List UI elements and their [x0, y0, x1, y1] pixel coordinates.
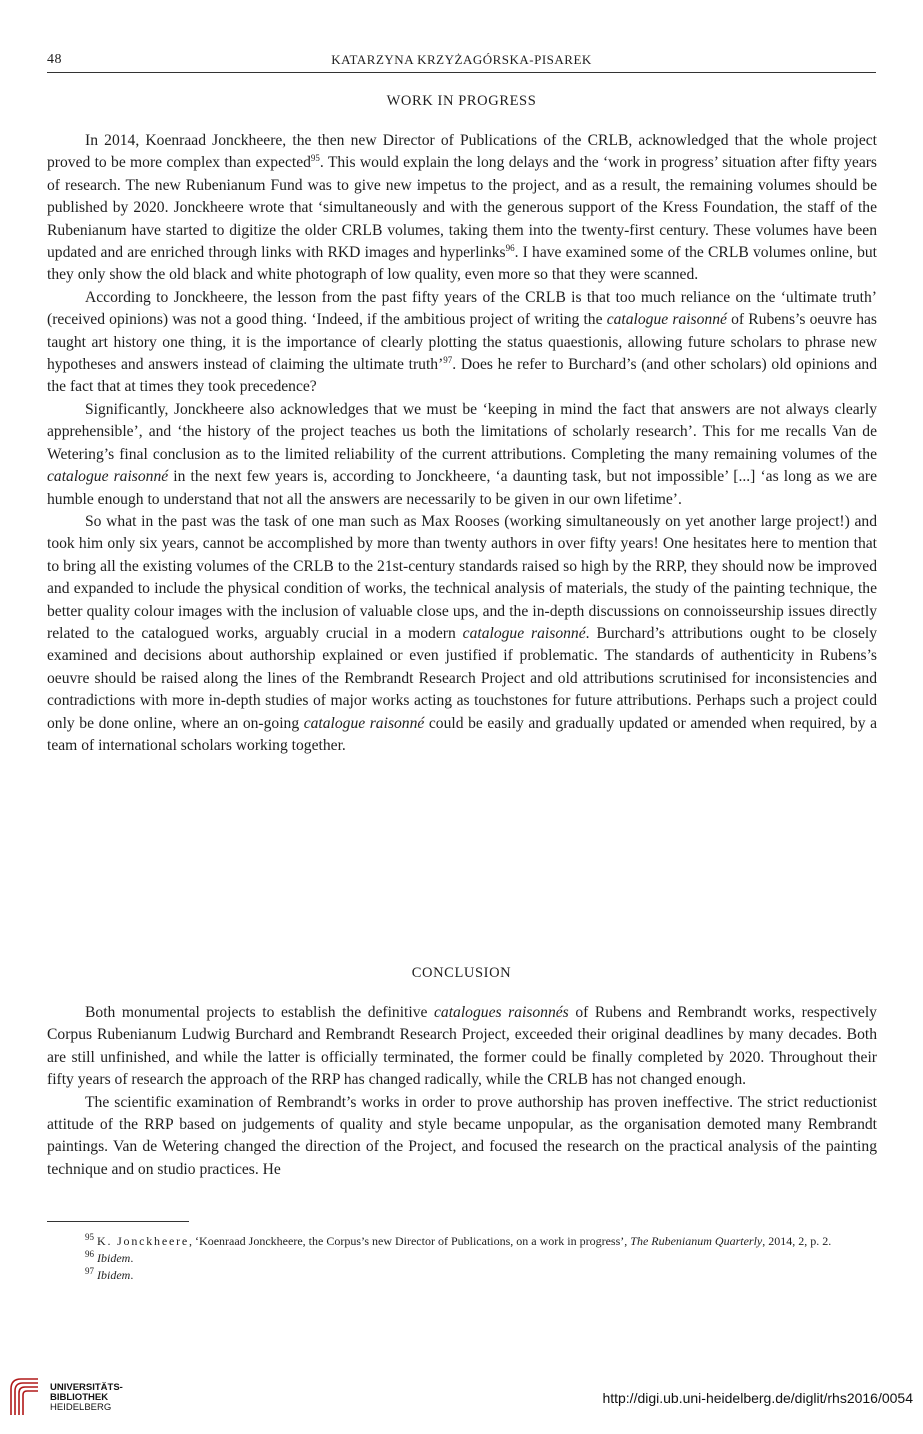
footnotes	[47, 1233, 877, 1284]
italic-title: catalogue raisonné	[462, 624, 586, 642]
library-logo-text: UNIVERSITÄTS- BIBLIOTHEK HEIDELBERG	[50, 1382, 123, 1413]
footnote-ref[interactable]: 97	[85, 1266, 94, 1276]
section-body-work-in-progress	[47, 130, 877, 757]
italic-title: The Rubenianum Quarterly	[630, 1234, 763, 1248]
footnote: $^{95}$ K. Jonckheere, ‘Koenraad Jonckheere, the Corpus’s new Director of Publications, on a work in progress’, The Rubenianum Quarterly, 2014, 2, p. 2.	[85, 1232, 832, 1248]
footnote-ref[interactable]: 95	[85, 1232, 94, 1242]
running-head: KATARZYNA KRZYŻAGÓRSKA-PISAREK	[331, 52, 592, 67]
paragraph: In 2014, Koenraad Jonckheere, the then new Director of Publications of the CRLB, acknowledged that the whole project proved to be more complex than expected$^{95}$. This would explain the long delays and the ‘work in progress’ situation after fifty years of research. The new Rubenianum Fund was to give new impetus to the project, and as a result, the remaining volumes should be published by 2020. Jonckheere wrote that ‘simultaneously and with the generous support of the Kress Foundation, the staff of the Rubenianum have started to digitize the older CRLB volumes, taking them into the twenty-first century. These volumes have been updated and are enriched through links with RKD images and hyperlinks$^{96}$. I have examined some of the CRLB volumes online, but they only show the old black and white photograph of low quality, even more so that they were scanned.	[47, 132, 878, 284]
footnote-ref[interactable]: 97	[443, 354, 453, 365]
footnote-ref[interactable]: 96	[85, 1249, 94, 1259]
author-name: K. Jonckheere	[97, 1234, 190, 1248]
library-logo-icon	[8, 1373, 44, 1417]
footnote-ref[interactable]: 96	[505, 242, 515, 253]
italic-title: Ibidem	[97, 1268, 131, 1282]
paragraph: The scientific examination of Rembrandt’s works in order to prove authorship has proven ineffective. The strict reductionist attitude of the RRP based on judgements of quality and style became unpopular, as the organisation demoted many Rembrandt paintings. Van de Wetering changed the direction of the Project, and focused the research on the practical analysis of the painting technique and on studio practices. He	[47, 1093, 877, 1178]
section-body-conclusion	[47, 1002, 877, 1181]
italic-title: Ibidem	[97, 1251, 131, 1265]
italic-title: catalogue raisonné	[606, 311, 727, 329]
section-heading-conclusion: CONCLUSION	[411, 965, 512, 981]
source-url-link[interactable]: http://digi.ub.uni-heidelberg.de/diglit/rhs2016/0054	[602, 1390, 913, 1406]
italic-title: catalogue raisonné	[303, 714, 425, 732]
footnote-ref[interactable]: 95	[310, 153, 320, 164]
section-heading-work-in-progress: WORK IN PROGRESS	[386, 93, 537, 109]
italic-title: catalogue raisonné	[47, 468, 169, 486]
paragraph: Significantly, Jonckheere also acknowledges that we must be ‘keeping in mind the fact that answers are not always clearly apprehensible’, and ‘the history of the project teaches us both the limitations of scholarly research’. This for me recalls Van de Wetering’s final conclusion as to the limited reliability of the current attributions. Completing the many remaining volumes of the catalogue raisonné in the next few years is, according to Jonckheere, ‘a daunting task, but not impossible’ [...] ‘as long as we are humble enough to understand that not all the answers are necessarily to be given in our own lifetime’.	[47, 400, 878, 508]
footnote: $^{97}$ Ibidem.	[85, 1266, 134, 1282]
paragraph: Both monumental projects to establish the definitive catalogues raisonnés of Rubens and Rembrandt works, respectively Corpus Rubenianum Ludwig Burchard and Rembrandt Research Project, exceeded their original deadlines by many decades. Both are still unfinished, and while the latter is officially terminated, the former could be finally completed by 2020. Throughout their fifty years of research the approach of the RRP has changed radically, while the CRLB has not changed enough.	[47, 1004, 877, 1089]
page-header	[47, 50, 876, 73]
italic-title: catalogues raisonnés	[434, 1004, 569, 1021]
library-logo[interactable]	[8, 1373, 188, 1423]
footnote: $^{96}$ Ibidem.	[85, 1249, 134, 1265]
paragraph: According to Jonckheere, the lesson from the past fifty years of the CRLB is that too much reliance on the ‘ultimate truth’ (received opinions) was not a good thing. ‘Indeed, if the ambitious project of writing the catalogue raisonné of Rubens’s oeuvre has taught art history one thing, it is the importance of clearly plotting the status quaestionis, allowing future scholars to phrase new hypotheses and answers instead of claiming the ultimate truth’$^{97}$. Does he refer to Burchard’s (and other scholars) old opinions and the fact that at times they took precedence?	[47, 288, 878, 396]
page-number: 48	[47, 52, 62, 67]
footnote-divider	[47, 1221, 189, 1222]
paragraph: So what in the past was the task of one man such as Max Rooses (working simultaneously on yet another large project!) and took him only six years, cannot be accomplished by more than twenty authors in over fifty years! One hesitates here to mention that to bring all the existing volumes of the CRLB to the 21st-century standards raised so high by the RRP, they should now be improved and expanded to include the physical condition of works, the technical analysis of materials, the study of the painting technique, the better quality colour images with the inclusion of valuable close ups, and the in-depth discussions on connoisseurship issues directly related to the catalogued works, arguably crucial in a modern catalogue raisonné. Burchard’s attributions ought to be closely examined and decisions about authorship explained or even justified if problematic. The standards of authenticity in Rubens’s oeuvre should be raised along the lines of the Rembrandt Research Project and old attributions scrutinised for inconsistencies and contradictions with more in-depth studies of major works acting as touchstones for future attributions. Perhaps such a project could only be done online, where an on-going catalogue raisonné could be easily and gradually updated or amended when required, by a team of international scholars working together.	[47, 512, 878, 754]
